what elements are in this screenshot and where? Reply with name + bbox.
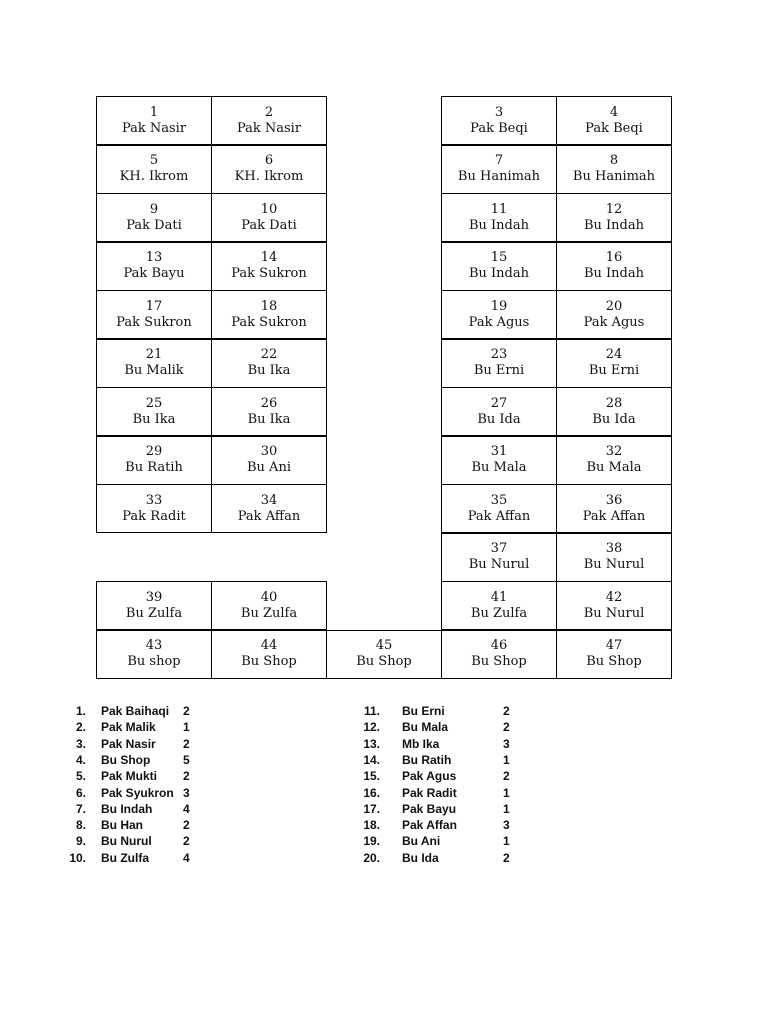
seat-number: 37 [490, 541, 508, 556]
summary-count: 2 [503, 850, 510, 865]
summary-name: Pak Nasir [101, 736, 156, 751]
summary-index: 19. [363, 834, 380, 849]
summary-name: Bu Ratih [402, 752, 452, 767]
seat-holder-name: Pak Nasir [121, 120, 187, 136]
summary-index: 5. [75, 769, 86, 784]
seat-cell [441, 96, 557, 145]
seat-holder-name: Bu Ika [247, 411, 291, 427]
seat-cell [211, 630, 327, 679]
summary-count: 3 [503, 818, 510, 833]
seat-number: 23 [490, 347, 508, 362]
summary-row [363, 801, 566, 817]
seat-cell [96, 290, 212, 339]
seat-holder-name: Bu Shop [356, 654, 412, 669]
summary-count: 4 [183, 850, 190, 865]
seat-cell [96, 484, 212, 533]
summary-row [72, 768, 272, 784]
seat-cell [556, 96, 672, 145]
summary-index: 11. [363, 704, 380, 718]
summary-index: 8. [75, 818, 86, 833]
summary-name: Bu Zulfa [101, 850, 149, 865]
summary-index: 15. [363, 769, 380, 784]
seat-number: 45 [375, 638, 393, 653]
summary-name: Pak Radit [402, 785, 457, 800]
seat-holder-name: Bu Zulfa [470, 605, 528, 621]
seat-number: 17 [145, 298, 163, 314]
summary-name: Bu Ida [402, 850, 439, 865]
seat-holder-name: Pak Beqi [470, 120, 528, 136]
summary-name: Pak Baihaqi [101, 704, 170, 718]
seat-cell [556, 436, 672, 485]
seat-number: 25 [145, 395, 163, 411]
seat-number: 14 [260, 250, 278, 265]
summary-row [363, 817, 566, 833]
seat-number: 32 [605, 444, 623, 459]
summary-row [363, 768, 566, 784]
summary-count: 2 [183, 834, 190, 849]
seat-number: 10 [260, 201, 278, 217]
summary-name: Bu Mala [402, 720, 449, 735]
seat-holder-name: Bu Ika [132, 411, 176, 427]
seat-holder-name: Bu Shop [471, 654, 527, 669]
summary-count: 1 [183, 720, 190, 735]
seat-number: 40 [260, 589, 278, 605]
seat-holder-name: KH. Ikrom [119, 169, 189, 184]
seat-holder-name: Bu Malik [124, 363, 184, 378]
seat-holder-name: Pak Dati [241, 217, 297, 233]
seat-cell [211, 242, 327, 291]
seat-holder-name: Pak Dati [126, 217, 182, 233]
seat-number: 19 [490, 298, 508, 314]
summary-count: 2 [183, 769, 190, 784]
seat-number: 28 [605, 395, 623, 411]
seat-number: 7 [494, 153, 504, 168]
seat-cell [96, 145, 212, 194]
seat-cell [441, 339, 557, 388]
summary-index: 20. [363, 850, 380, 865]
summary-name: Bu Nurul [101, 834, 152, 849]
seat-holder-name: Bu Ika [247, 363, 291, 378]
seat-holder-name: Bu Shop [586, 654, 642, 669]
summary-row [72, 833, 272, 849]
seat-number: 18 [260, 298, 278, 314]
seat-holder-name: Bu Erni [588, 363, 640, 378]
seat-number: 35 [490, 492, 508, 508]
seat-cell [96, 581, 212, 630]
seat-holder-name: KH. Ikrom [234, 169, 304, 184]
seat-holder-name: Pak Affan [237, 508, 301, 524]
summary-index: 10. [69, 850, 86, 865]
seat-number: 2 [264, 104, 274, 120]
summary-count: 1 [503, 752, 510, 767]
seat-cell [556, 290, 672, 339]
seat-cell [441, 387, 557, 436]
seat-holder-name: Bu Nurul [583, 557, 645, 572]
seat-cell [96, 339, 212, 388]
summary-count: 2 [503, 720, 510, 735]
seat-number: 16 [605, 250, 623, 265]
seat-cell [556, 193, 672, 242]
summary-name: Pak Bayu [402, 801, 457, 816]
seat-holder-name: Bu Erni [473, 363, 525, 378]
summary-name: Pak Malik [101, 720, 156, 735]
summary-count: 1 [503, 785, 510, 800]
seat-number: 12 [605, 201, 623, 217]
summary-count: 3 [503, 736, 510, 751]
seat-number: 36 [605, 492, 623, 508]
seat-number: 1 [149, 104, 159, 120]
summary-index: 13. [363, 736, 380, 751]
summary-name: Mb Ika [402, 736, 440, 751]
seat-cell [556, 387, 672, 436]
summary-index: 3. [75, 736, 86, 751]
summary-index: 16. [363, 785, 380, 800]
summary-index: 18. [363, 818, 380, 833]
summary-row [363, 785, 566, 801]
seat-number: 38 [605, 541, 623, 556]
seat-holder-name: Pak Sukron [231, 266, 307, 281]
seat-number: 24 [605, 347, 623, 362]
seat-number: 21 [145, 347, 163, 362]
seat-number: 9 [149, 201, 159, 217]
seat-cell [211, 581, 327, 630]
seat-number: 39 [145, 589, 163, 605]
seat-holder-name: Bu Ida [477, 411, 521, 427]
seat-holder-name: Pak Radit [122, 508, 186, 524]
summary-name: Bu Shop [101, 752, 151, 767]
seat-cell [211, 193, 327, 242]
seat-holder-name: Bu Mala [471, 460, 527, 475]
summary-row [72, 719, 272, 735]
seat-holder-name: Bu Hanimah [457, 169, 541, 184]
seat-cell [556, 484, 672, 533]
summary-index: 12. [363, 720, 380, 735]
summary-name: Pak Syukron [101, 785, 174, 800]
seat-holder-name: Bu Zulfa [240, 605, 298, 621]
seat-holder-name: Bu Indah [468, 266, 529, 281]
summary-row [363, 850, 566, 866]
seat-cell [96, 436, 212, 485]
seat-number: 30 [260, 444, 278, 459]
seat-cell [211, 290, 327, 339]
summary-count: 3 [183, 785, 190, 800]
seat-cell [556, 581, 672, 630]
seat-cell [211, 436, 327, 485]
summary-count: 2 [183, 704, 190, 718]
seat-holder-name: Bu Mala [586, 460, 642, 475]
seat-holder-name: Bu Ratih [125, 460, 183, 475]
seat-cell [441, 145, 557, 194]
seat-holder-name: Pak Sukron [116, 314, 192, 330]
summary-index: 1. [75, 704, 86, 718]
seat-holder-name: Bu Ani [247, 460, 291, 475]
summary-row [72, 752, 272, 768]
seat-cell [441, 484, 557, 533]
seat-holder-name: Pak Agus [583, 314, 645, 330]
summary-count: 5 [183, 752, 190, 767]
seat-holder-name: Pak Agus [468, 314, 530, 330]
summary-index: 7. [75, 801, 86, 816]
seat-number: 5 [149, 153, 159, 168]
seat-cell [96, 387, 212, 436]
seat-cell [556, 145, 672, 194]
seat-number: 41 [490, 589, 508, 605]
seat-holder-name: Bu Nurul [468, 557, 530, 572]
seat-holder-name: Bu Indah [583, 266, 644, 281]
summary-row [363, 703, 566, 719]
seat-number: 46 [490, 638, 508, 653]
seat-cell [211, 96, 327, 145]
seat-cell [556, 630, 672, 679]
seat-holder-name: Bu Nurul [583, 605, 645, 621]
seat-holder-name: Pak Bayu [123, 266, 185, 281]
summary-count: 2 [503, 769, 510, 784]
seat-number: 3 [494, 104, 504, 120]
summary-count: 2 [503, 704, 510, 718]
seat-number: 26 [260, 395, 278, 411]
seat-number: 43 [145, 638, 163, 653]
summary-name: Pak Agus [402, 769, 457, 784]
seat-cell [96, 96, 212, 145]
summary-row [72, 801, 272, 817]
seat-number: 44 [260, 638, 278, 653]
summary-index: 9. [75, 834, 86, 849]
summary-index: 2. [75, 720, 86, 735]
summary-index: 6. [75, 785, 86, 800]
seat-holder-name: Bu Shop [241, 654, 297, 669]
summary-row [72, 703, 272, 719]
seat-cell [441, 290, 557, 339]
seat-holder-name: Bu Ida [592, 411, 636, 427]
seat-cell [211, 484, 327, 533]
seat-cell [211, 339, 327, 388]
seat-number: 22 [260, 347, 278, 362]
summary-name: Bu Erni [402, 704, 445, 718]
summary-name: Bu Indah [101, 801, 153, 816]
summary-index: 14. [363, 752, 380, 767]
seat-cell [556, 339, 672, 388]
seat-number: 11 [490, 201, 508, 217]
seat-cell [441, 581, 557, 630]
seat-number: 31 [490, 444, 508, 459]
summary-row [363, 736, 566, 752]
seat-cell [96, 193, 212, 242]
summary-row [69, 850, 272, 866]
summary-index: 17. [363, 801, 380, 816]
seat-number: 47 [605, 638, 623, 653]
seat-number: 29 [145, 444, 163, 459]
seat-cell [441, 533, 557, 582]
seat-number: 13 [145, 250, 163, 265]
summary-row [72, 736, 272, 752]
seat-holder-name: Pak Nasir [236, 120, 302, 136]
seat-cell [556, 242, 672, 291]
seat-cell [211, 387, 327, 436]
seat-cell [556, 533, 672, 582]
summary-count: 2 [183, 736, 190, 751]
seat-number: 34 [260, 492, 278, 508]
seat-number: 8 [609, 153, 619, 168]
seat-number: 42 [605, 589, 623, 605]
seat-holder-name: Pak Beqi [585, 120, 643, 136]
summary-count: 2 [183, 818, 190, 833]
summary-name: Pak Mukti [101, 769, 158, 784]
summary-count: 1 [503, 801, 510, 816]
seat-cell [211, 145, 327, 194]
seat-number: 6 [264, 153, 274, 168]
seat-cell [96, 630, 212, 679]
seat-number: 4 [609, 104, 619, 120]
summary-count: 1 [503, 834, 510, 849]
seat-cell [441, 242, 557, 291]
seat-holder-name: Pak Affan [467, 508, 531, 524]
seat-holder-name: Bu Hanimah [572, 169, 656, 184]
seat-cell [96, 242, 212, 291]
summary-index: 4. [75, 752, 86, 767]
summary-name: Pak Affan [402, 818, 457, 833]
seat-holder-name: Pak Sukron [231, 314, 307, 330]
summary-row [363, 719, 566, 735]
summary-count: 4 [183, 801, 190, 816]
seat-holder-name: Pak Affan [582, 508, 646, 524]
seat-holder-name: Bu shop [127, 654, 181, 669]
seat-holder-name: Bu Indah [468, 217, 529, 233]
summary-row [72, 785, 272, 801]
summary-name: Bu Ani [402, 834, 441, 849]
seat-cell [326, 630, 442, 679]
seat-number: 15 [490, 250, 508, 265]
seat-cell [441, 436, 557, 485]
seat-holder-name: Bu Zulfa [125, 605, 183, 621]
summary-row [72, 817, 272, 833]
summary-name: Bu Han [101, 818, 143, 833]
summary-row [363, 833, 566, 849]
seat-cell [441, 630, 557, 679]
seat-number: 27 [490, 395, 508, 411]
seat-number: 33 [145, 492, 163, 508]
seat-cell [441, 193, 557, 242]
summary-row [363, 752, 566, 768]
seat-number: 20 [605, 298, 623, 314]
seat-holder-name: Bu Indah [583, 217, 644, 233]
